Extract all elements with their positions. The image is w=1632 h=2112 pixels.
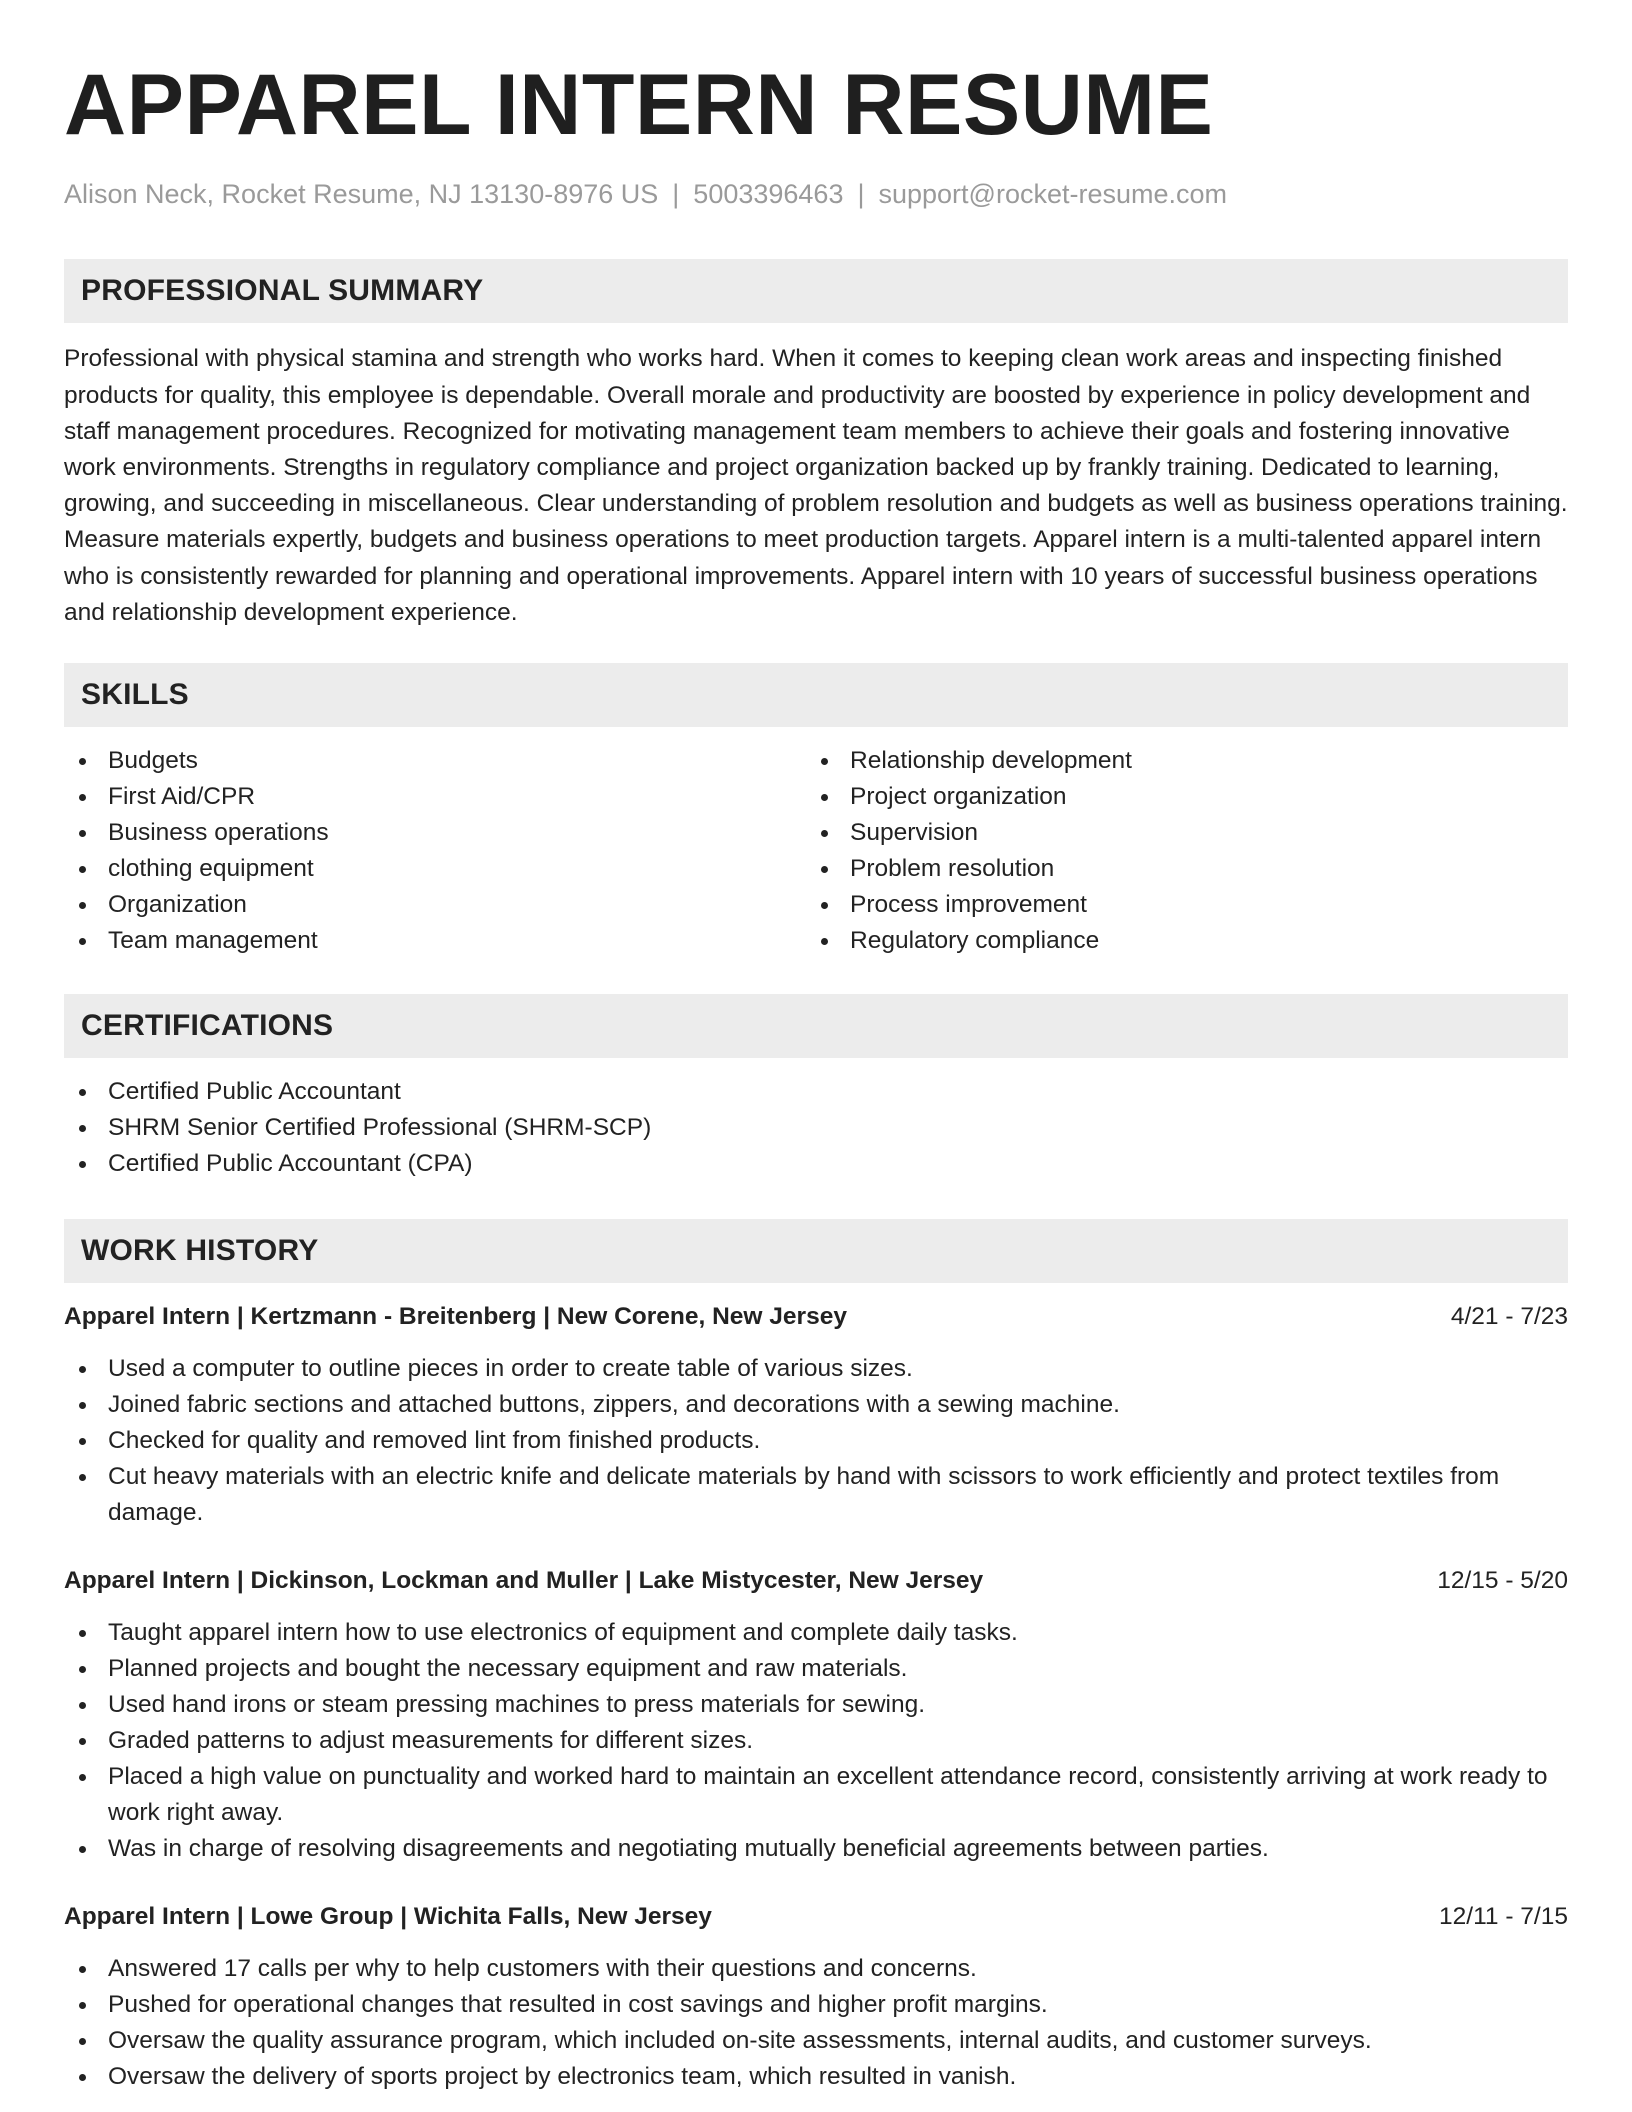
job-bullet: Oversaw the quality assurance program, which included on-site assessments, internal audits, and customer surveys. — [64, 2023, 1568, 2059]
job-header — [64, 1563, 1568, 1599]
contact-separator: | — [672, 179, 680, 209]
skill-item: Team management — [64, 923, 806, 959]
resume-title: APPAREL INTERN RESUME — [64, 57, 1214, 153]
job-bullets — [64, 1951, 1568, 2095]
job-bullets — [64, 1351, 1568, 1531]
skill-item: clothing equipment — [64, 851, 806, 887]
job-bullet: Graded patterns to adjust measurements for different sizes. — [64, 1723, 1568, 1759]
contact-email: support@rocket-resume.com — [878, 179, 1228, 209]
job-bullets — [64, 1615, 1568, 1867]
skills-grid — [64, 743, 1568, 959]
skill-item: Problem resolution — [806, 851, 1548, 887]
job-bullet: Used a computer to outline pieces in order to create table of various sizes. — [64, 1351, 1568, 1387]
job-bullet: Was in charge of resolving disagreements and negotiating mutually beneficial agreements between parties. — [64, 1831, 1568, 1867]
job-bullet: Oversaw the delivery of sports project by electronics team, which resulted in vanish. — [64, 2059, 1568, 2095]
skills-column-right — [806, 743, 1548, 959]
job-title: Apparel Intern | Kertzmann - Breitenberg | New Corene, New Jersey — [64, 1303, 847, 1331]
job-entry — [64, 1299, 1568, 1531]
section-heading-work-history: WORK HISTORY — [64, 1219, 1568, 1283]
job-bullet: Answered 17 calls per why to help customers with their questions and concerns. — [64, 1951, 1568, 1987]
job-entry — [64, 1563, 1568, 1867]
job-bullet: Joined fabric sections and attached buttons, zippers, and decorations with a sewing machine. — [64, 1387, 1568, 1423]
section-heading-skills: SKILLS — [64, 663, 1568, 727]
skill-item: Supervision — [806, 815, 1548, 851]
skills-column-left — [64, 743, 806, 959]
job-bullet: Checked for quality and removed lint from finished products. — [64, 1423, 1568, 1459]
skill-item: First Aid/CPR — [64, 779, 806, 815]
contact-phone: 5003396463 — [693, 179, 844, 209]
contact-address: Alison Neck, Rocket Resume, NJ 13130-8976 US — [64, 179, 659, 209]
job-dates: 4/21 - 7/23 — [1450, 1303, 1568, 1331]
job-title: Apparel Intern | Lowe Group | Wichita Falls, New Jersey — [64, 1903, 712, 1931]
job-dates: 12/11 - 7/15 — [1439, 1903, 1568, 1931]
job-bullet: Pushed for operational changes that resulted in cost savings and higher profit margins. — [64, 1987, 1568, 2023]
skill-item: Business operations — [64, 815, 806, 851]
section-heading-certifications: CERTIFICATIONS — [64, 994, 1568, 1058]
skill-item: Budgets — [64, 743, 806, 779]
skill-item: Regulatory compliance — [806, 923, 1548, 959]
section-heading-summary: PROFESSIONAL SUMMARY — [64, 259, 1568, 323]
job-dates: 12/15 - 5/20 — [1437, 1567, 1568, 1595]
job-entry — [64, 1899, 1568, 2095]
job-bullet: Placed a high value on punctuality and worked hard to maintain an excellent attendance record, consistently arriving at work ready to work right away. — [64, 1759, 1568, 1831]
skill-item: Relationship development — [806, 743, 1548, 779]
job-bullet: Taught apparel intern how to use electronics of equipment and complete daily tasks. — [64, 1615, 1568, 1651]
certification-item: SHRM Senior Certified Professional (SHRM-SCP) — [64, 1110, 1568, 1146]
certification-item: Certified Public Accountant — [64, 1074, 1568, 1110]
summary-text: Professional with physical stamina and strength who works hard. When it comes to keeping clean work areas and inspecting finished products for quality, this employee is dependable. Overall morale and productivity are boosted by experience in policy development and staff management procedures. Recognized for motivating management team members to achieve their goals and fostering innovative work environments. Strengths in regulatory compliance and project organization backed up by frankly training. Dedicated to learning, growing, and succeeding in miscellaneous. Clear understanding of problem resolution and budgets as well as business operations training. Measure materials expertly, budgets and business operations to meet production targets. Apparel intern is a multi-talented apparel intern who is consistently rewarded for planning and operational improvements. Apparel intern with 10 years of successful business operations and relationship development experience. — [64, 345, 1568, 626]
job-title: Apparel Intern | Dickinson, Lockman and Muller | Lake Mistycester, New Jersey — [64, 1567, 984, 1595]
job-header — [64, 1899, 1568, 1935]
job-bullet: Planned projects and bought the necessary equipment and raw materials. — [64, 1651, 1568, 1687]
certification-item: Certified Public Accountant (CPA) — [64, 1146, 1568, 1182]
contact-separator: | — [857, 179, 865, 209]
skill-item: Organization — [64, 887, 806, 923]
job-bullet: Cut heavy materials with an electric knife and delicate materials by hand with scissors to work efficiently and protect textiles from damage. — [64, 1459, 1568, 1531]
contact-line — [64, 178, 1568, 210]
skill-item: Project organization — [806, 779, 1548, 815]
skill-item: Process improvement — [806, 887, 1548, 923]
certifications-list — [64, 1074, 1568, 1182]
job-bullet: Used hand irons or steam pressing machines to press materials for sewing. — [64, 1687, 1568, 1723]
job-header — [64, 1299, 1568, 1335]
